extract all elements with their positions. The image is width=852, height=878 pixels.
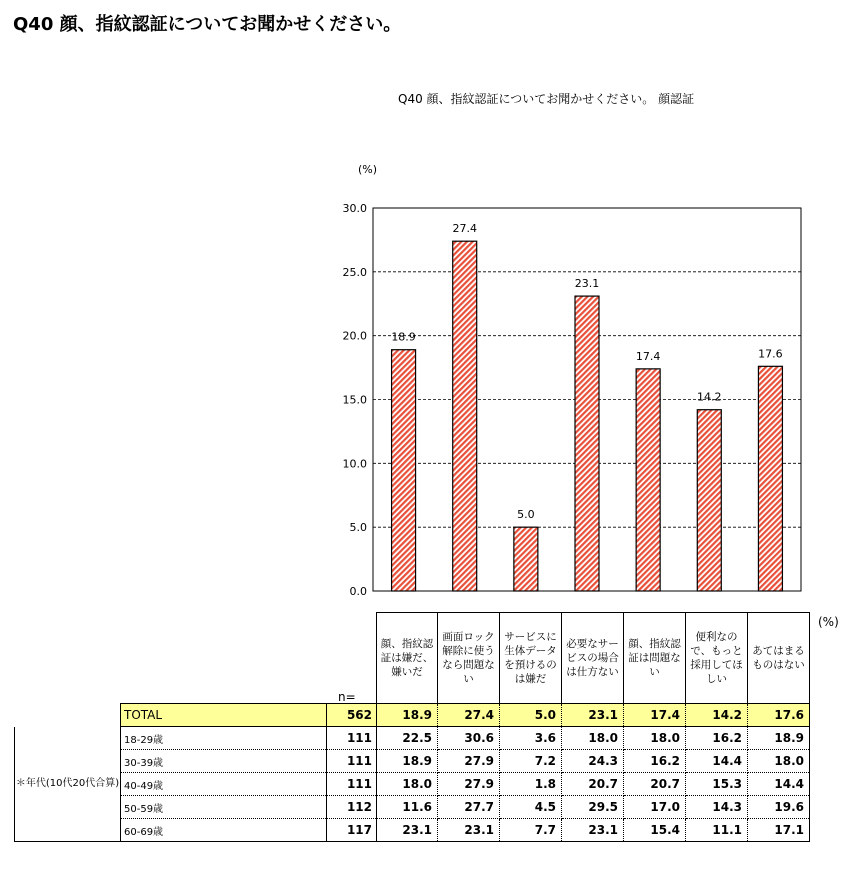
cell-value: 23.1 xyxy=(562,819,624,842)
row-label: 18-29歳 xyxy=(121,727,327,750)
cell-value: 18.9 xyxy=(377,704,438,727)
cell-value: 23.1 xyxy=(562,704,624,727)
column-header: 顔、指紋認証は嫌だ、嫌いだ xyxy=(377,613,438,704)
column-header: 便利なので、もっと採用してほしい xyxy=(686,613,748,704)
table-row xyxy=(15,796,810,819)
cell-value: 27.4 xyxy=(438,704,500,727)
column-header: 顔、指紋認証は問題ない xyxy=(624,613,686,704)
table-row xyxy=(15,727,810,750)
cell-value: 20.7 xyxy=(624,773,686,796)
cell-value: 3.6 xyxy=(500,727,562,750)
bar xyxy=(453,241,477,591)
bar xyxy=(758,366,782,591)
cell-value: 7.7 xyxy=(500,819,562,842)
cell-value: 11.6 xyxy=(377,796,438,819)
cell-value: 5.0 xyxy=(500,704,562,727)
chart-title: Q40 顔、指紋認証についてお聞かせください。 顔認証 xyxy=(398,92,695,106)
cell-value: 14.4 xyxy=(748,773,810,796)
cell-value: 27.9 xyxy=(438,750,500,773)
cell-value: 18.9 xyxy=(748,727,810,750)
column-header: あてはまるものはない xyxy=(748,613,810,704)
y-tick-label: 25.0 xyxy=(342,265,367,279)
data-label: 17.4 xyxy=(635,349,661,363)
column-header: 必要なサービスの場合は仕方ない xyxy=(562,613,624,704)
row-label: TOTAL xyxy=(121,704,327,727)
data-label: 17.6 xyxy=(758,347,783,361)
table-unit-label: (%) xyxy=(818,615,839,629)
segment-label: ＊年代(10代20代合算) xyxy=(15,727,121,842)
row-label: 30-39歳 xyxy=(121,750,327,773)
y-tick-label: 5.0 xyxy=(349,521,367,535)
table-row xyxy=(15,819,810,842)
row-n: 111 xyxy=(327,750,377,773)
cell-value: 29.5 xyxy=(562,796,624,819)
cell-value: 19.6 xyxy=(748,796,810,819)
table-row xyxy=(15,773,810,796)
row-n: 562 xyxy=(327,704,377,727)
y-tick-label: 15.0 xyxy=(342,393,367,407)
cell-value: 16.2 xyxy=(624,750,686,773)
cell-value: 1.8 xyxy=(500,773,562,796)
cell-value: 22.5 xyxy=(377,727,438,750)
cell-value: 23.1 xyxy=(438,819,500,842)
row-label: 50-59歳 xyxy=(121,796,327,819)
table-header-row xyxy=(15,613,810,704)
row-n: 111 xyxy=(327,773,377,796)
table-row-total xyxy=(15,704,810,727)
cell-value: 15.3 xyxy=(686,773,748,796)
row-n: 112 xyxy=(327,796,377,819)
cell-value: 17.1 xyxy=(748,819,810,842)
bar xyxy=(392,350,416,591)
cell-value: 17.0 xyxy=(624,796,686,819)
column-header: 画面ロック解除に使うなら問題ない xyxy=(438,613,500,704)
cell-value: 11.1 xyxy=(686,819,748,842)
cell-value: 23.1 xyxy=(377,819,438,842)
cell-value: 4.5 xyxy=(500,796,562,819)
bar xyxy=(514,527,538,591)
bar xyxy=(575,296,599,591)
cell-value: 18.0 xyxy=(748,750,810,773)
cell-value: 18.0 xyxy=(624,727,686,750)
y-tick-label: 30.0 xyxy=(342,202,367,215)
page-heading: Q40 顔、指紋認証についてお聞かせください。 xyxy=(13,14,402,35)
table-row xyxy=(15,750,810,773)
data-table xyxy=(14,612,810,842)
data-label: 5.0 xyxy=(517,508,535,522)
cell-value: 27.9 xyxy=(438,773,500,796)
column-header: サービスに生体データを預けるのは嫌だ xyxy=(500,613,562,704)
cell-value: 7.2 xyxy=(500,750,562,773)
cell-value: 15.4 xyxy=(624,819,686,842)
y-tick-label: 20.0 xyxy=(342,329,367,343)
data-label: 23.1 xyxy=(574,277,600,291)
data-label: 18.9 xyxy=(391,330,416,344)
row-label: 40-49歳 xyxy=(121,773,327,796)
cell-value: 17.6 xyxy=(748,704,810,727)
cell-value: 18.0 xyxy=(562,727,624,750)
data-label: 14.2 xyxy=(697,390,722,404)
cell-value: 30.6 xyxy=(438,727,500,750)
cell-value: 27.7 xyxy=(438,796,500,819)
data-label: 27.4 xyxy=(452,222,477,236)
cell-value: 18.0 xyxy=(377,773,438,796)
bar xyxy=(636,369,660,591)
cell-value: 14.2 xyxy=(686,704,748,727)
cell-value: 16.2 xyxy=(686,727,748,750)
row-n: 111 xyxy=(327,727,377,750)
chart-unit-label: (%) xyxy=(358,163,378,176)
cell-value: 14.4 xyxy=(686,750,748,773)
cell-value: 18.9 xyxy=(377,750,438,773)
cell-value: 14.3 xyxy=(686,796,748,819)
cell-value: 24.3 xyxy=(562,750,624,773)
row-label: 60-69歳 xyxy=(121,819,327,842)
y-tick-label: 0.0 xyxy=(349,585,367,598)
n-label: n= xyxy=(338,690,356,704)
y-tick-label: 10.0 xyxy=(342,457,367,471)
bar xyxy=(697,410,721,591)
row-n: 117 xyxy=(327,819,377,842)
cell-value: 17.4 xyxy=(624,704,686,727)
cell-value: 20.7 xyxy=(562,773,624,796)
